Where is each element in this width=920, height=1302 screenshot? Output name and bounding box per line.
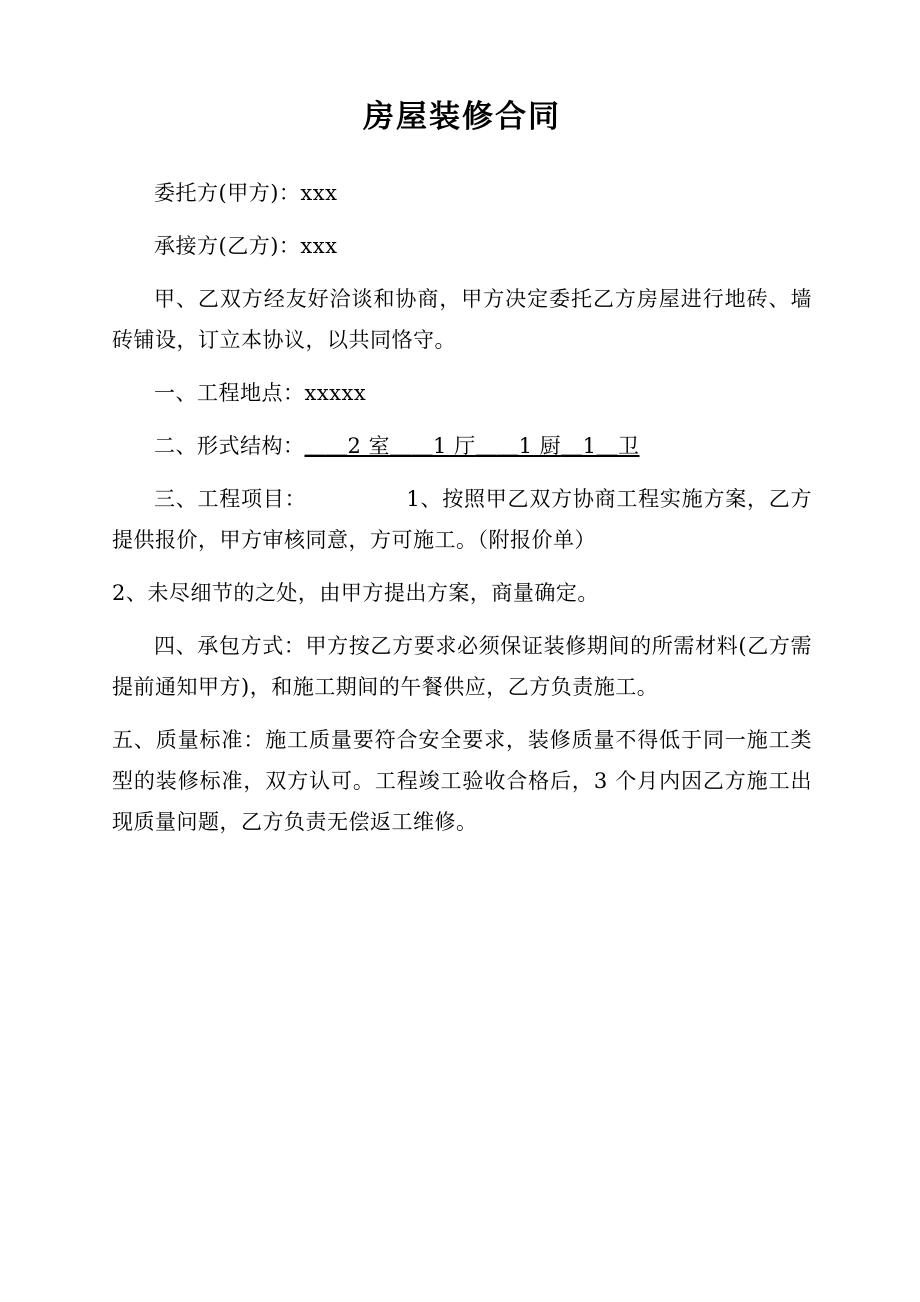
clause-2-baths: ＿1＿卫 [561,434,640,459]
clause-3-item-2: 2、未尽细节的之处，由甲方提出方案，商量确定。 [112,580,599,605]
clause-3-project [112,479,812,561]
paragraph-party-a: 委托方(甲方)：xxx [154,181,338,206]
clause-2-label: 二、形式结构： [154,434,305,459]
paragraph-preamble: 甲、乙双方经友好洽谈和协商，甲方决定委托乙方房屋进行地砖、墙砖铺设，订立本协议，以共同恪守。 [112,287,812,353]
paragraph-party-b: 承接方(乙方)：xxx [154,234,338,259]
clause-3-label: 三、工程项目： [154,487,307,512]
clause-2-structure [112,426,812,467]
clause-5-quality-standard: 五、质量标准：施工质量要符合安全要求，装修质量不得低于同一施工类型的装修标准，双方认可。工程竣工验收合格后，3 个月内因乙方施工出现质量问题，乙方负责无偿返工维修。 [112,727,812,834]
page-title: 房屋装修合同 [363,99,561,135]
clause-2-halls: ＿＿1 厅 [390,434,476,459]
clause-2-kitchens: ＿＿1 厨 [475,434,562,459]
clause-1-location: 一、工程地点：xxxxx [154,381,367,406]
clause-2-rooms: ＿＿2 室 [304,434,391,459]
document-body [112,96,812,855]
clause-3-item-1: 1、按照甲乙双方协商工程实施方案，乙方提供报价，甲方审核同意，方可施工。（附报价单） [112,487,812,552]
clause-4-contract-mode: 四、承包方式：甲方按乙方要求必须保证装修期间的所需材料(乙方需提前通知甲方)，和施工期间的午餐供应，乙方负责施工。 [112,633,812,699]
